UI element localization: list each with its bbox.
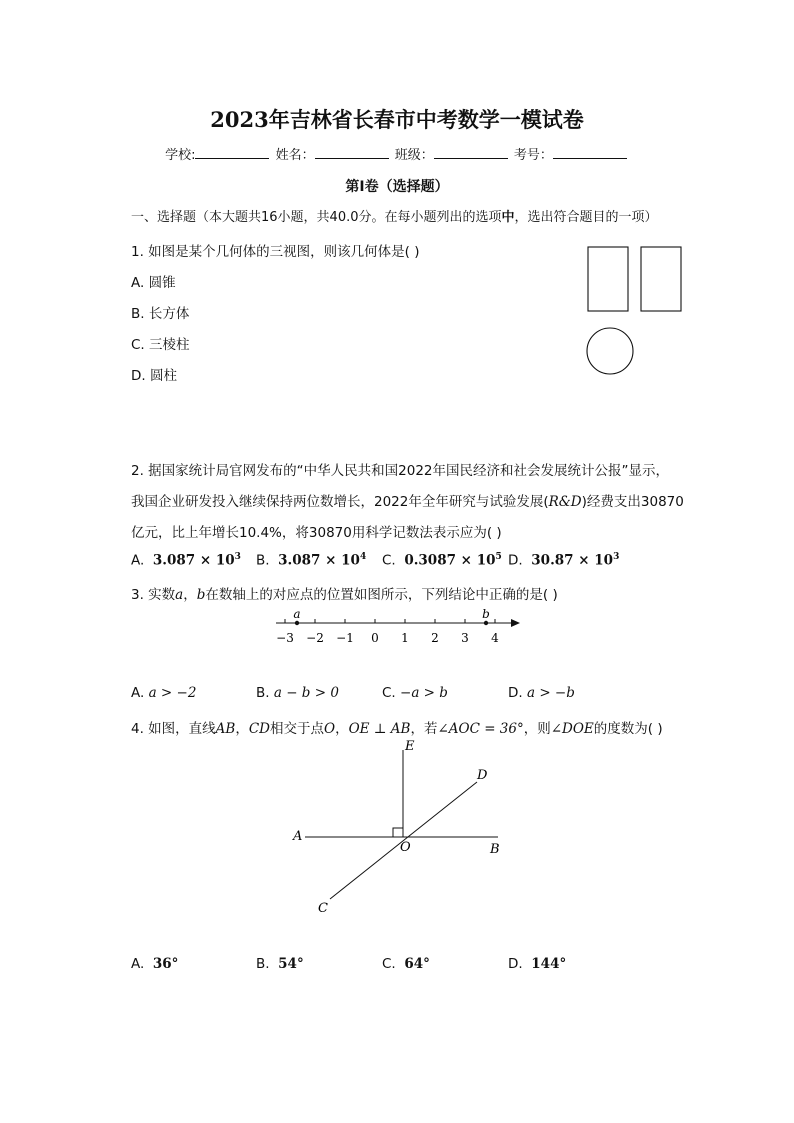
q4-option-d-value: 144° (531, 956, 567, 972)
q2-line3: 亿元，比上年增长10.4%，将30870用科学记数法表示应为( ) (131, 525, 502, 541)
label-o: O (400, 840, 411, 855)
q1-option-b[interactable]: B. 长方体 (131, 306, 190, 322)
q4-stem (131, 717, 663, 737)
top-view-circle (587, 328, 633, 374)
q4-cd: CD (248, 721, 270, 737)
tick-label: 0 (371, 631, 379, 645)
section-bold: 本大题共16小题，共40.0分。在每小题列出的选项 (209, 210, 502, 225)
q2-option-c-base: 0.3087 × 10 (404, 552, 496, 569)
school-blank[interactable] (195, 146, 269, 159)
q2-line2b: )经费支出30870 (581, 494, 684, 510)
tick-label: 1 (401, 631, 409, 645)
q2-option-a-exp: 3 (234, 552, 241, 562)
class-label: 班级： (394, 148, 434, 163)
q4-option-a-value: 36° (152, 956, 179, 972)
q2-option-d[interactable] (508, 552, 619, 569)
volume-heading: 第I卷（选择题） (345, 179, 449, 195)
q2-option-b-base: 3.087 × 10 (278, 552, 360, 569)
q1-stem: 1. 如图是某个几何体的三视图，则该几何体是( ) (131, 244, 420, 260)
q3-stem-suffix: 在数轴上的对应点的位置如图所示，下列结论中正确的是( ) (205, 587, 558, 603)
q4-geometry-figure (290, 738, 510, 918)
q4-ab: AB (215, 721, 236, 737)
q4-option-b-value: 54° (278, 956, 304, 972)
q3-comma: ， (183, 587, 197, 603)
q2-option-c[interactable] (382, 552, 502, 569)
q3-option-b-math: a − b > 0 (273, 685, 339, 701)
q4-option-b[interactable] (256, 956, 304, 972)
q4-oe-perp-ab: OE ⊥ AB (348, 721, 411, 737)
school-label: 学校: (165, 148, 196, 163)
q3-option-b-label: B. (256, 685, 274, 701)
q2-option-a-base: 3.087 × 10 (152, 552, 235, 569)
q3-option-d-label: D. (508, 685, 527, 701)
point-a (295, 621, 299, 625)
q3-option-c-label: C. (382, 685, 401, 701)
q4-option-c-value: 64° (404, 956, 430, 972)
section-heading (131, 206, 658, 225)
q1-option-c[interactable]: C. 三棱柱 (131, 337, 190, 353)
q2-option-d-label: D. (508, 552, 523, 569)
name-label: 姓名： (275, 148, 315, 163)
class-blank[interactable] (434, 146, 508, 159)
section-bold-zhong: 中 (501, 210, 515, 225)
q3-option-a-math: a > −2 (148, 685, 197, 701)
point-b (484, 621, 488, 625)
label-b: B (490, 842, 500, 857)
tick-label: 2 (431, 631, 439, 645)
q3-option-a-label: A. (131, 685, 149, 701)
section-prefix: 一、选择题（ (131, 210, 210, 225)
label-e: E (405, 739, 415, 754)
q2-line2 (131, 490, 684, 510)
q4-option-d-label: D. (508, 956, 523, 972)
section-suffix: ，选出符合题目的一项） (514, 210, 658, 225)
q4-option-c-label: C. (382, 956, 396, 972)
q4-stem-prefix: 4. 如图，直线 (131, 721, 216, 737)
page-title: 2023年吉林省长春市中考数学一模试卷 (210, 107, 584, 132)
q3-option-d-math: a > −b (526, 685, 575, 701)
side-view-rect (641, 247, 681, 311)
q2-option-d-base: 30.87 × 10 (531, 552, 614, 569)
label-c: C (318, 901, 328, 916)
q4-option-d[interactable] (508, 956, 566, 972)
point-a-label: a (293, 607, 301, 621)
q2-option-a[interactable] (131, 552, 241, 569)
q4-stem-suffix: 的度数为( ) (593, 721, 663, 737)
tick-label: 4 (491, 631, 499, 645)
right-angle-mark (393, 828, 403, 837)
label-a: A (293, 829, 303, 844)
q4-option-c[interactable] (382, 956, 430, 972)
q4-option-b-label: B. (256, 956, 270, 972)
q3-option-b[interactable] (256, 685, 339, 701)
tick-label: 3 (461, 631, 469, 645)
q3-option-c[interactable] (382, 685, 448, 701)
q3-var-b: b (196, 587, 206, 603)
q4-mid1: 相交于点 (270, 721, 324, 737)
q4-sep1: ， (235, 721, 249, 737)
exam-no-blank[interactable] (553, 146, 627, 159)
q2-option-b-label: B. (256, 552, 270, 569)
q2-line2a: 我国企业研发投入继续保持两位数增长，2022年全年研究与试验发展( (131, 494, 549, 510)
q1-option-d[interactable]: D. 圆柱 (131, 368, 177, 384)
exam-no-label: 考号： (513, 148, 553, 163)
q2-option-a-label: A. (131, 552, 145, 569)
q3-var-a: a (175, 587, 184, 603)
q3-option-c-math: −a > b (400, 685, 448, 701)
q2-option-b[interactable] (256, 552, 366, 569)
number-line-arrow-icon (511, 619, 520, 627)
q2-rd: R&D (548, 494, 582, 510)
q3-option-d[interactable] (508, 685, 575, 701)
q2-option-c-exp: 5 (495, 552, 502, 562)
label-d: D (477, 768, 488, 783)
q3-number-line-figure (268, 608, 528, 654)
q2-line1: 2. 据国家统计局官网发布的“中华人民共和国2022年国民经济和社会发展统计公报”显示， (131, 463, 670, 479)
q3-stem (131, 583, 558, 603)
point-b-label: b (482, 607, 490, 621)
q2-option-d-exp: 3 (613, 552, 620, 562)
q1-option-a[interactable]: A. 圆锥 (131, 275, 176, 291)
tick-label: −3 (276, 631, 294, 645)
q4-option-a-label: A. (131, 956, 145, 972)
student-info-line (0, 144, 794, 163)
q2-option-c-label: C. (382, 552, 396, 569)
q4-o: O (324, 721, 336, 737)
q4-mid3: ，则 (523, 721, 551, 737)
q4-option-a[interactable] (131, 956, 178, 972)
q1-three-views-figure (580, 240, 690, 380)
q4-angle-aoc: ∠AOC = 36° (437, 721, 524, 737)
front-view-rect (588, 247, 628, 311)
q4-sep2: ， (335, 721, 349, 737)
tick-label: −1 (336, 631, 354, 645)
q3-stem-prefix: 3. 实数 (131, 587, 176, 603)
q2-option-b-exp: 4 (359, 552, 367, 562)
name-blank[interactable] (315, 146, 389, 159)
q4-mid2: ，若 (410, 721, 438, 737)
tick-label: −2 (306, 631, 324, 645)
q4-angle-doe: ∠DOE (550, 721, 594, 737)
q3-option-a[interactable] (131, 685, 196, 701)
